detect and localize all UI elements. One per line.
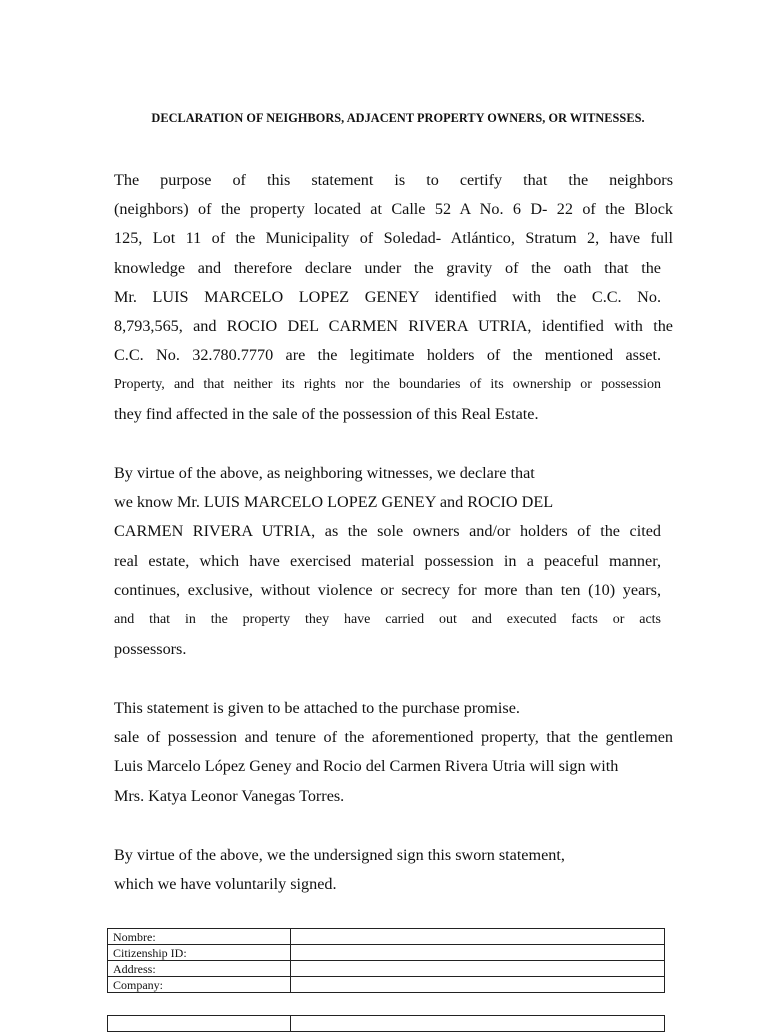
text-line: CARMEN RIVERA UTRIA, as the sole owners and/or holders of the cited (114, 522, 661, 540)
text-line: By virtue of the above, as neighboring witnesses, we declare that (114, 464, 535, 482)
signature-table (107, 928, 665, 993)
text-line: sale of possession and tenure of the aforementioned property, that the gentlemen (114, 728, 673, 746)
text-line: we know Mr. LUIS MARCELO LOPEZ GENEY and ROCIO DEL (114, 493, 554, 511)
text-line: 8,793,565, and ROCIO DEL CARMEN RIVERA UTRIA, identified with the (114, 317, 673, 335)
text-line: real estate, which have exercised material possession in a peaceful manner, (114, 552, 661, 570)
text-line: which we have voluntarily signed. (114, 875, 337, 893)
text-line: (neighbors) of the property located at Calle 52 A No. 6 D- 22 of the Block (114, 200, 673, 218)
table-row (108, 929, 665, 945)
address-label: Address: (108, 961, 291, 977)
page-title: DECLARATION OF NEIGHBORS, ADJACENT PROPERTY OWNERS, OR WITNESSES. (151, 111, 645, 125)
text-line: C.C. No. 32.780.7770 are the legitimate holders of the mentioned asset. (114, 346, 661, 364)
table-row (108, 945, 665, 961)
text-line: and that in the property they have carried out and executed facts or acts (114, 612, 661, 627)
text-line: Mr. LUIS MARCELO LOPEZ GENEY identified with the C.C. No. (114, 288, 661, 306)
text-line: This statement is given to be attached to the purchase promise. (114, 699, 520, 717)
text-line: The purpose of this statement is to certify that the neighbors (114, 171, 673, 189)
text-line: knowledge and therefore declare under the gravity of the oath that the (114, 259, 661, 277)
text-line: Property, and that neither its rights nor the boundaries of its ownership or possession (114, 377, 661, 392)
text-line: Luis Marcelo López Geney and Rocio del Carmen Rivera Utria will sign with (114, 757, 619, 775)
name-field[interactable] (291, 929, 665, 945)
text-line: they find affected in the sale of the possession of this Real Estate. (114, 405, 539, 423)
table-row (108, 977, 665, 993)
address-field[interactable] (291, 961, 665, 977)
text-line: 125, Lot 11 of the Municipality of Soledad- Atlántico, Stratum 2, have full (114, 229, 673, 247)
text-line: continues, exclusive, without violence or secrecy for more than ten (10) years, (114, 581, 661, 599)
company-field[interactable] (291, 977, 665, 993)
table-row (108, 961, 665, 977)
citizenship-id-field[interactable] (291, 945, 665, 961)
name-label: Nombre: (108, 929, 291, 945)
company-label: Company: (108, 977, 291, 993)
text-line: possessors. (114, 640, 187, 658)
text-line: By virtue of the above, we the undersigned sign this sworn statement, (114, 846, 565, 864)
citizenship-id-label: Citizenship ID: (108, 945, 291, 961)
text-line: Mrs. Katya Leonor Vanegas Torres. (114, 787, 345, 805)
